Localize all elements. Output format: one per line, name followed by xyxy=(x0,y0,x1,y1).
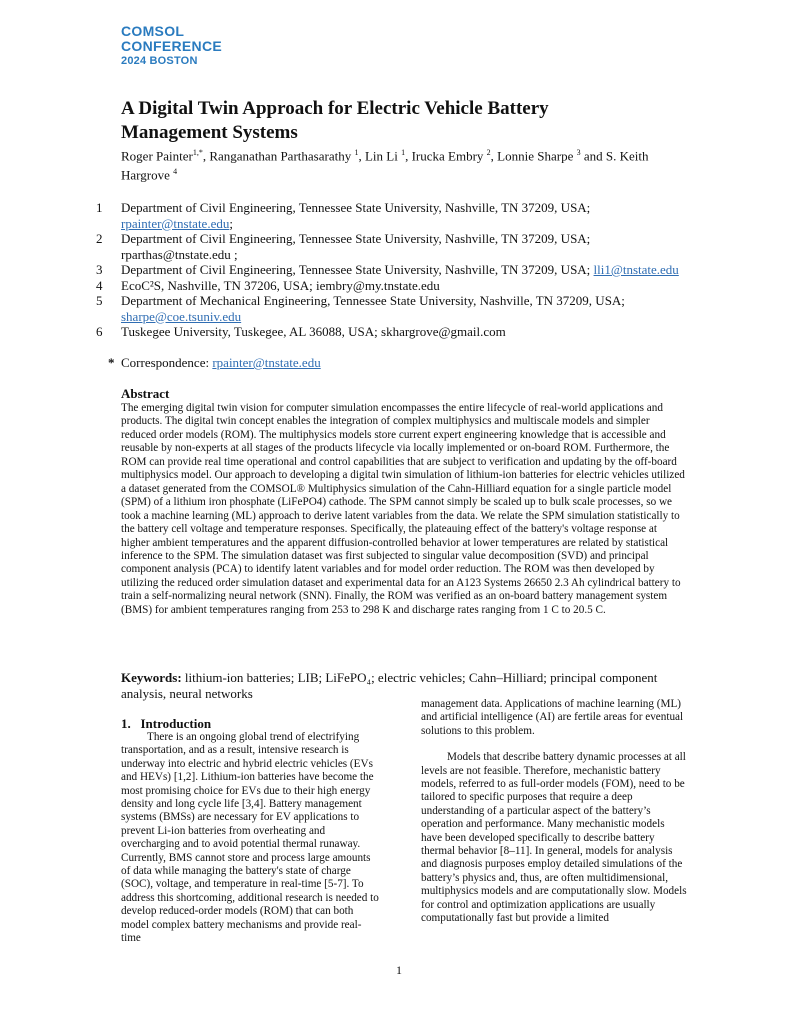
right-column xyxy=(421,698,687,926)
intro-paragraph-continued: management data. Applications of machine learning (ML) and artificial intelligence (AI) are fertile areas for eventual solutions to this problem. xyxy=(421,698,684,737)
author-affil-sup: 1,* xyxy=(192,148,203,157)
affiliation-suffix: ; xyxy=(229,215,233,231)
affiliation-item xyxy=(96,324,686,340)
logo-line-1: COMSOL xyxy=(121,23,185,39)
page-number: 1 xyxy=(396,963,402,977)
affiliation-text: Department of Civil Engineering, Tennessee State University, Nashville, TN 37209, USA; xyxy=(121,262,594,277)
author-sep: , xyxy=(202,148,210,164)
affiliation-item xyxy=(96,293,686,324)
affiliation-number: 4 xyxy=(96,277,103,293)
abstract-heading: Abstract xyxy=(121,386,170,401)
author-name: S. Keith Hargrove xyxy=(121,148,649,183)
logo-line-3: 2024 BOSTON xyxy=(121,55,198,67)
left-column xyxy=(121,716,379,946)
affiliation-email-link[interactable]: rpainter@tnstate.edu xyxy=(121,215,230,231)
author-sep: , xyxy=(490,148,498,164)
affiliation-item xyxy=(96,231,686,262)
affiliation-text: EcoC²S, Nashville, TN 37206, USA; iembry@my.tnstate.edu xyxy=(121,277,440,293)
affiliation-item xyxy=(96,278,686,294)
author-name: Lonnie Sharpe xyxy=(497,148,574,164)
author-sep: , xyxy=(405,148,412,164)
correspondence-line xyxy=(108,355,321,371)
affiliation-email-link[interactable]: lli1@tnstate.edu xyxy=(593,262,679,277)
affiliation-number: 3 xyxy=(96,262,103,277)
author-affil-sup: 1 xyxy=(354,148,359,157)
author-affil-sup: 4 xyxy=(173,167,178,177)
author-name: Lin Li xyxy=(364,148,398,164)
keywords-text: lithium-ion batteries; LIB; LiFePO₄; electric vehicles; Cahn–Hilliard; principal component analysis, neural networks xyxy=(121,670,658,701)
author-name: Irucka Embry xyxy=(411,148,484,164)
affiliation-number: 1 xyxy=(96,200,103,215)
logo-line-2: CONFERENCE xyxy=(121,38,223,54)
author-name: Roger Painter xyxy=(121,148,193,164)
affiliation-text: Tuskegee University, Tuskegee, AL 36088, USA; skhargrove@gmail.com xyxy=(121,324,506,339)
affiliation-item xyxy=(96,200,686,231)
affiliation-number: 2 xyxy=(96,231,103,246)
affiliation-text: Department of Mechanical Engineering, Tennessee State University, Nashville, TN 37209, USA; xyxy=(121,293,625,308)
author-sep: and xyxy=(580,148,606,164)
abstract-body: The emerging digital twin vision for computer simulation encompasses the entire lifecycle of real-world applications and products. The digital twin concept enables the integration of complex multiphysics and multiscale models and simpler reduced order models (ROM). The multiphysics models store current expert engineering knowledge that is accessible and reusable by non-experts at all stages of the products lifecycle via locally implemented or on-board ROM. Furthermore, the ROM can provide real time operational and control capabilities that are subject to verification and updating by the off-board multiphysics model. Our approach to developing a digital twin simulation of lithium-ion batteries for electric vehicles utilized a dataset generated from the COMSOL® Multiphysics simulation of the Cahn-Hilliard equation for a single particle model (SPM) of a lithium iron phosphate (LiFePO4) cathode. The SPM cannot simply be scaled up to bulk scale processes, so we took a machine learning (ML) approach to derive latent variables from the data. We relate the SPM simulation statistically to the battery cell voltage and temperature responses. Specifically, the plateauing effect of the battery's voltage response at higher ambient temperatures and the apparent diffusion-controlled behavior at lower temperatures are related by statistical inference to the SPM. The simulation dataset was first subjected to singular value decomposition (SVD) and principal component analysis (PCA) to identify latent variables and for model order reduction. The ROM was then developed by utilizing the reduced order simulation dataset and experimental data for an A123 Systems 26650 2.3 Ah cylindrical battery to train a self-normalizing neural network (SNN). Finally, the ROM was verified as an on-board battery management system (BMS) for ambient temperatures ranging from 253 to 298 K and discharge rates ranging from 1 C to 20.5 C. xyxy=(121,402,685,616)
affiliation-text: Department of Civil Engineering, Tennessee State University, Nashville, TN 37209, USA; rparthas@tnstate.edu ; xyxy=(121,231,591,262)
keywords-label: Keywords: xyxy=(121,670,182,685)
affiliation-email-link[interactable]: sharpe@coe.tsuniv.edu xyxy=(121,308,242,324)
correspondence-email-link[interactable]: rpainter@tnstate.edu xyxy=(212,355,321,370)
author-name: Ranganathan Parthasarathy xyxy=(209,148,352,164)
intro-paragraph-1: There is an ongoing global trend of electrifying transportation, and as a result, intensive research is underway into electric and hybrid electric vehicles (EVs and HEVs) [1,2]. Lithium-ion batteries have become the most promising choice for EVs due to their high energy density and long cycle life [3,4]. Battery management systems (BMSs) are necessary for EV applications to prevent Li-ion batteries from overheating and overcharging and to avoid potential thermal runaway. Currently, BMS cannot store and process large amounts of data while managing the battery's state of charge (SOC), voltage, and temperature in real-time [5-7]. To address this shortcoming, additional research is needed to develop reduced-order models (ROM) that can both model complex battery mechanisms and provide real-time xyxy=(121,731,379,945)
author-affil-sup: 2 xyxy=(486,148,491,157)
correspondence-mark: * xyxy=(108,355,115,370)
author-list xyxy=(121,145,681,184)
conference-logo xyxy=(121,24,222,69)
paper-title: A Digital Twin Approach for Electric Vehicle Battery Management Systems xyxy=(121,98,549,143)
affiliation-item xyxy=(96,262,686,278)
affiliation-number: 6 xyxy=(96,324,103,339)
affiliation-number: 5 xyxy=(96,293,103,308)
affiliation-list xyxy=(96,200,686,340)
section-heading-introduction: 1. Introduction xyxy=(121,716,212,731)
author-affil-sup: 1 xyxy=(401,148,406,157)
correspondence-label: Correspondence: xyxy=(121,355,213,370)
affiliation-text: Department of Civil Engineering, Tennessee State University, Nashville, TN 37209, USA; xyxy=(121,200,591,215)
author-sep: , xyxy=(358,148,365,164)
author-affil-sup: 3 xyxy=(576,148,581,157)
intro-paragraph-2: Models that describe battery dynamic processes at all levels are not feasible. Therefore, mechanistic battery models, referred to as full-order models (FOM), need to be tailored to specific purposes that require a deep understanding of a particular aspect of the battery’s operation and performance. Many mechanistic models have been developed specifically to describe battery thermal behavior [8–11]. In general, models for analysis and diagnosis purposes employ detailed simulations of the battery’s physics and, thus, are often multidimensional, multiphysics models and are computationally slow. Models for control and optimization applications are usually computationally fast but provide a limited xyxy=(421,751,687,925)
